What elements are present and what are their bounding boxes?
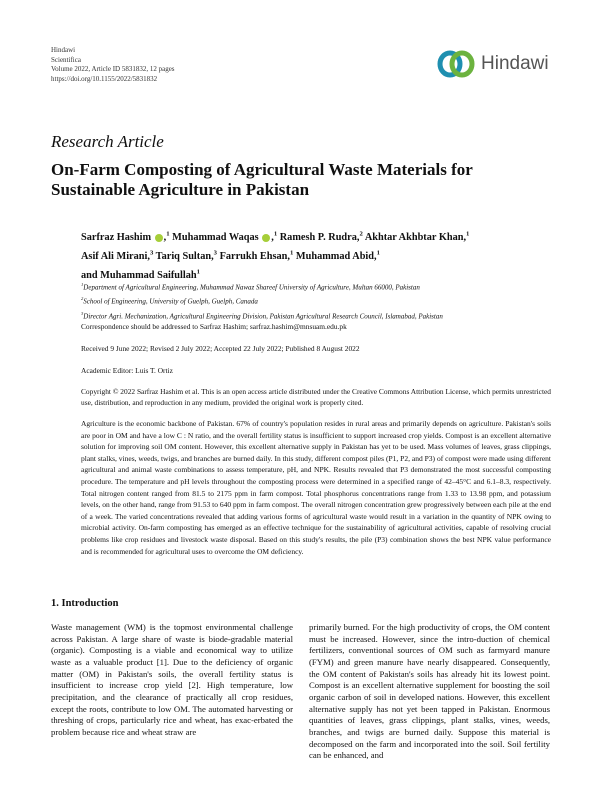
author: Sarfraz Hashim ,$^1$	[81, 231, 170, 244]
hindawi-logo	[436, 49, 549, 79]
doi-link[interactable]: https://doi.org/10.1155/2022/5831832	[51, 74, 158, 83]
affiliation: $^1$Department of Agricultural Engineering, Muhammad Nawaz Shareef University of Agriculture, Multan 66000, Pakistan	[81, 282, 420, 292]
affiliation: $^3$Director Agri. Mechanization, Agricultural Engineering Division, Pakistan Agricultural Research Council, Islamabad, Pakistan	[81, 310, 443, 320]
author: Muhammad Waqas ,$^1$	[172, 231, 278, 244]
author-list	[81, 227, 551, 284]
copyright: Copyright © 2022 Sarfraz Hashim et al. This is an open access article distributed under the Creative Commons Attribution License, which permits unrestricted use, distribution, and reproduction in any medium, provided the original work is properly cited.	[81, 387, 551, 407]
journal-header	[51, 46, 175, 84]
author: and Muhammad Saifullah$^1$	[81, 268, 200, 282]
hindawi-rings-icon	[436, 49, 476, 79]
orcid-icon[interactable]	[155, 234, 163, 242]
author: Asif Ali Mirani,$^3$	[81, 249, 154, 263]
logo-text: Hindawi	[481, 53, 549, 74]
correspondence: Correspondence should be addressed to Sarfraz Hashim; sarfraz.hashim@mnsuam.edu.pk	[81, 322, 347, 331]
section-heading: 1. Introduction	[51, 598, 119, 609]
author: Muhammad Abid,$^1$	[295, 249, 380, 263]
volume-info: Volume 2022, Article ID 5831832, 12 pages	[51, 65, 175, 74]
article-type: Research Article	[51, 132, 164, 151]
author: Farrukh Ehsan,$^1$	[219, 249, 294, 263]
orcid-icon[interactable]	[262, 234, 270, 242]
journal-name: Scientifica	[51, 55, 81, 64]
body-column-left: Waste management (WM) is the topmost environmental challenge across Pakistan. A large share of waste is biode-gradable material (organic). Composting is a viable and economical way to utilize waste as a valuable product [1]. Due to the deficiency of organic matter (OM) in Pakistan's soils, the overall fertility status is insufficient to increase crop yield [2]. High temperature, low precipitation, and the clearance of practically all crop residues, except the roots, contribute to low OM. The automated harvesting or threshing of crops, particularly rice and wheat, has exac-erbated the problem because rice and wheat straw are	[51, 622, 293, 737]
academic-editor: Academic Editor: Luis T. Ortiz	[81, 366, 173, 375]
abstract: Agriculture is the economic backbone of Pakistan. 67% of country's population resides in rural areas and primarily depends on agriculture. Pakistan's soils are poor in OM and have a low C : N ratio, and the overall fertility status is insufficient to support increased crop yields. Compost is an excellent alternative solution for improving soil OM content. However, this excellent alternative supply in Pakistan has yet to be used. Mass volumes of leaves, grass clippings, plant stalks, vines, weeds, twigs, and branches are burned daily. In this study, different compost piles (P1, P2, and P3) of compost were made using different agricultural and animal waste combinations to assess temperature, pH, and NPK. Results revealed that P3 demonstrated the most successful composting procedure. The temperature and pH levels throughout the composting process were determined in a specified range of 42–45°C and 6.1–8.3, respectively. Total nitrogen content ranged from 81.5 to 2175 ppm in farm compost. Total phosphorus concentrations range from 1.33 to 13.98 ppm, and potassium levels, on the other hand, range from 91.53 to 640 ppm in farm compost. The overall nitrogen concentration grew progressively between each pile at the end of a week. The varied concentrations revealed that adding various forms of agricultural waste would result in a variation in the quantity of NPK owing to microbial activity. On-farm composting has emerged as an effective technique for the sustainability of agricultural activities, capable of resolving crucial problems like crop residues and livestock waste disposal. Based on this study's results, the pile (P3) combination shows the best NPK value performance and is recommended for agricultural uses to overcome the OM deficiency.	[81, 419, 551, 556]
article-title: On-Farm Composting of Agricultural Waste Materials for Sustainable Agriculture in Pakistan	[51, 160, 473, 199]
publisher: Hindawi	[51, 46, 76, 54]
author: Tariq Sultan,$^3$	[155, 249, 218, 263]
affiliation: $^2$School of Engineering, University of Guelph, Guelph, Canada	[81, 296, 258, 306]
dates: Received 9 June 2022; Revised 2 July 2022; Accepted 22 July 2022; Published 8 August 2022	[81, 344, 360, 353]
author: Ramesh P. Rudra,$^2$	[279, 231, 363, 244]
affiliations	[81, 279, 551, 322]
author: Akhtar Akhbtar Khan,$^1$	[364, 231, 470, 244]
body-column-right: primarily burned. For the high productivity of crops, the OM content must be increased. However, since the intro-duction of chemical fertilizers, conventional sources of OM such as farmyard manure (FYM) and green manure have nearly disappeared. Consequently, the OM content of Pakistan's soils has already hit its lowest point. Compost is an excellent alternative supplement for boosting the soil organic carbon of soil in developed nations. However, this excellent alternative supply has not yet been tapped in Pakistan. Enormous quantities of leaves, grass clippings, plant stalks, vines, weeds, branches, and twigs are burned daily. Suppose this material is decomposed on the farm and incorporated into the soil. Soil fertility can be enhanced, and	[309, 622, 550, 761]
